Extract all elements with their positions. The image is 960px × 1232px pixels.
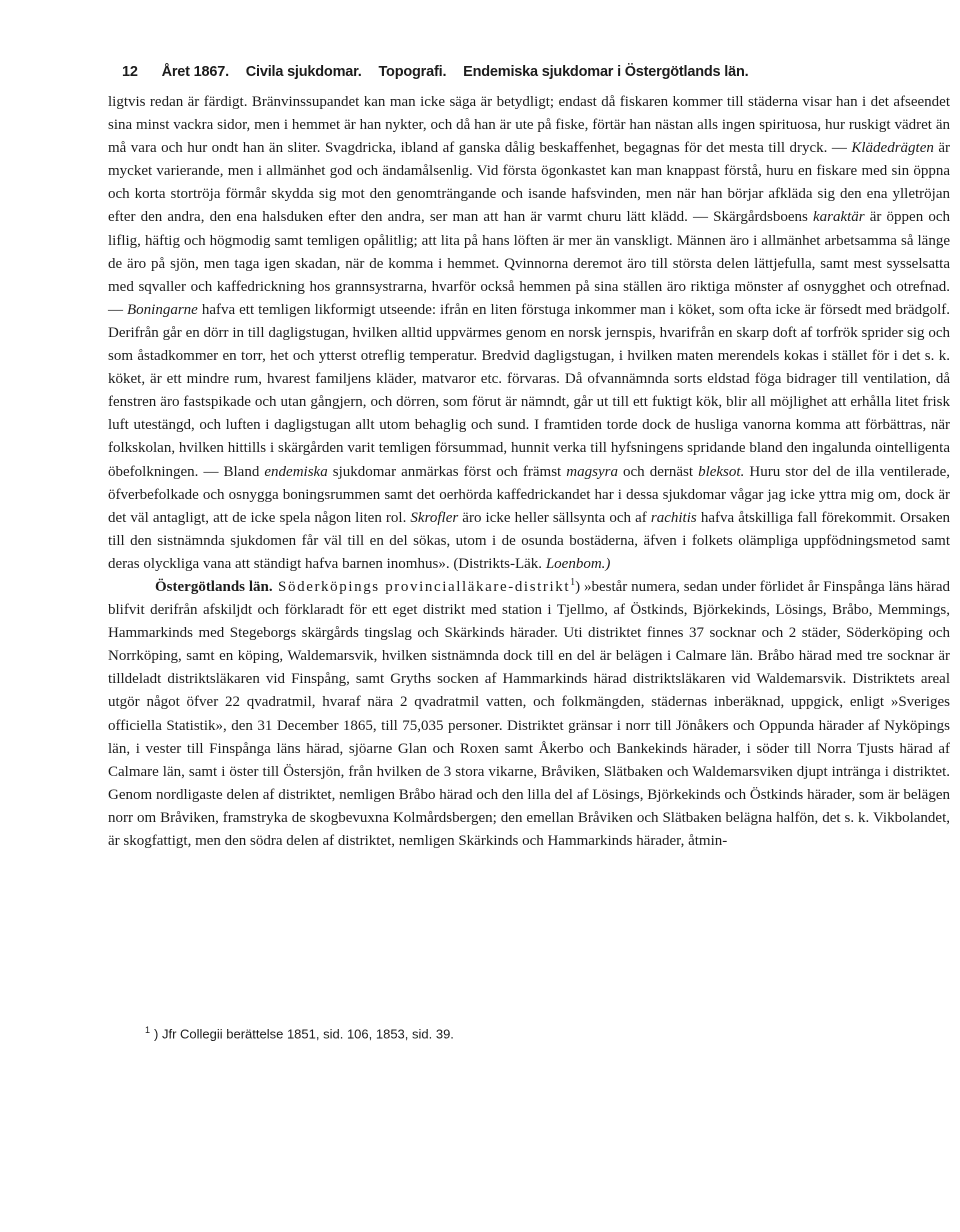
footnote xyxy=(145,1025,945,1041)
paragraph-skargard-report: ligtvis redan är färdigt. Bränvinssupandet kan man icke säga är betydligt; endast då fiskaren kommer till städerna visar han i det afseendet sina minst vackra sidor, men i hemmet är han nykter, och då han är ute på fiske, förtär han nästan alls ingen spirituosa, hur ruskigt vädret än må vara och hur ondt han än sliter. Svagdricka, ibland af ganska dålig beskaffenhet, begagnas för det mesta till dryck. — Klädedrägten är mycket varierande, men i allmänhet god och ändamålsenlig. Vid första ögonkastet kan man knappast förstå, huru en fiskare med sin öppna och korta stortröja förmår skydda sig mot den genomträngande och isande hafsvinden, men när han börjar afkläda sig den ena ylletröjan efter den andra, den ena halsduken efter den andra, ser man att han är varmt churu lätt klädd. — Skärgårdsboens karaktär är öppen och liflig, häftig och högmodig samt temligen opålitlig; att lita på hans löften är mer än vanskligt. Männen äro i allmänhet arbetsamma så länge de äro på sjön, men taga igen skadan, när de komma i hemmet. Qvinnorna deremot äro till största delen lättjefulla, samt mest sysselsatta med sqvaller och kaffedrickning hos grannsystrarna, hvarför också hemmen på sina ställen äro riktiga mönster af osnygghet och otrefnad. — Boningarne hafva ett temligen likformigt utseende: ifrån en liten förstuga inkommer man i köket, som ofta icke är försedt med brädgolf. Derifrån går en dörr in till dagligstugan, hvilken alltid uppvärmes genom en norsk jernspis, hvarifrån en skarp doft af torfrök sprider sig och som åstadkommer en torr, het och ytterst otreflig temperatur. Bredvid dagligstugan, i hvilken maten merendels kokas i stället för i det s. k. köket, är ett mindre rum, hvarest familjens kläder, matvaror etc. förvaras. Då ofvannämnda sorts eldstad föga bidrager till ventilation, då fenstren äro fastspikade och utan gångjern, och dörren, som förut är nämndt, går ut till ett fuktigt kök, blir all möjlighet att erhålla litet frisk luft utestängd, och luften i dagligstugan allt utom behaglig och sund. I framtiden torde dock de husliga vanorna komma att förbättras, när folkskolan, hvilken hittills i skärgården varit temligen försummad, hunnit verka till hyfsningens spridande bland den ingalunda ointelligenta öbefolkningen. — Bland endemiska sjukdomar anmärkas först och främst magsyra och dernäst bleksot. Huru stor del de illa ventilerade, öfverbefolkade och osnygga boningsrummen samt det oerhörda kaffedrickandet har i dessa sjukdomar vågar jag icke yttra mig om, dock är det väl antagligt, att de icke spela någon liten rol. Skrofler äro icke heller sällsynta och af rachitis hafva åtskilliga fall förekommit. Orsaken till den sistnämnda sjukdomen får väl till en del sökas, utom i de osunda bostäderna, äfven i folkets olämpliga uppfödningsmetod samt deras olyckliga vana att ständigt hafva barnen inomhus». (Distrikts-Läk. Loenbom.) xyxy=(108,94,950,572)
district-name: Söderköpings provincialläkare-distrikt xyxy=(272,578,571,595)
header-section-endemic-diseases: Endemiska sjukdomar i Östergötlands län. xyxy=(463,64,749,80)
footnote-reference[interactable]: 1 xyxy=(570,576,576,588)
footnote-marker: 1 xyxy=(145,1025,151,1035)
page-number: 12 xyxy=(122,64,138,80)
term-skrofler: Skrofler xyxy=(410,509,459,526)
header-section-civil-diseases: Civila sjukdomar. xyxy=(245,64,362,80)
header-year: Året 1867. xyxy=(161,64,229,80)
section-heading-ostergotlands-lan: Östergötlands län. xyxy=(155,578,273,595)
term-magsyra: magsyra xyxy=(566,463,618,480)
term-karaktar: karaktär xyxy=(812,209,865,226)
footnote-text: ) Jfr Collegii berättelse 1851, sid. 106, 1853, sid. 39. xyxy=(154,1026,454,1042)
paragraph-ostergotlands-lan: Östergötlands län. Söderköpings provincialläkare-distrikt$^1$) »består numera, sedan under förlidet år Finspånga läns härad blifvit derifrån afskiljdt och förklaradt för ett eget distrikt med station i Tjellmo, af Östkinds, Björkekinds, Lösings, Bråbo, Memmings, Hammarkinds med Stegeborgs skärgårds tingslag och Skärkinds härader. Uti distriktet finnes 37 socknar och 2 städer, Söderköping och Norrköping, samt en köping, Waldemarsvik, hvilken sistnämnda dock till en del är belägen i Calmare län. Bråbo härad med tre socknar är tilldeladt distriktsläkaren vid Finspång, samt Gryths socken af Hammarkinds härad distriktsläkaren vid Waldemarsvik. Distriktets areal utgör något öfver 22 qvadratmil, hvaraf nära 2 qvadratmil vatten, och folkmängden, städernas inberäknad, uppgick, enligt »Sveriges officiella Statistik», den 31 December 1865, till 75,035 personer. Distriktet gränsar i norr till Jönåkers och Oppunda härader af Nyköpings län, i vester till Finspånga läns härad, sjöarne Glan och Roxen samt Åkerbo och Bankekinds härader, i söder till Norra Tjusts härad af Calmare län, samt i öster till Östersjön, från hvilken de 3 stora vikarne, Bråviken, Slätbaken och Waldemarsviken djupt intränga i distriktet. Genom nordligaste delen af distriktet, nemligen Bråbo härad och den lilla del af Lösings, Björkekinds och Östkinds härader, som är belägen norr om Bråviken, framstryka de skogbevuxna Kolmårdsbergen; den emellan Bråviken och Slätbaken belägna halfön, det s. k. Vikbolandet, är skogfattigt, men den södra delen af distriktet, nemligen Skärkinds och Hammarkinds härader, åtmin- xyxy=(108,576,950,849)
term-rachitis: rachitis xyxy=(650,509,697,526)
term-boningarne: Boningarne xyxy=(127,301,198,318)
term-bleksot: bleksot. xyxy=(698,463,745,480)
term-kladedragten: Klädedrägten xyxy=(851,140,934,157)
header-section-topography: Topografi. xyxy=(378,64,447,80)
running-header xyxy=(122,64,932,80)
author-signature: Loenbom.) xyxy=(545,555,611,572)
term-endemiska: endemiska xyxy=(264,463,328,480)
body-text xyxy=(108,91,950,853)
